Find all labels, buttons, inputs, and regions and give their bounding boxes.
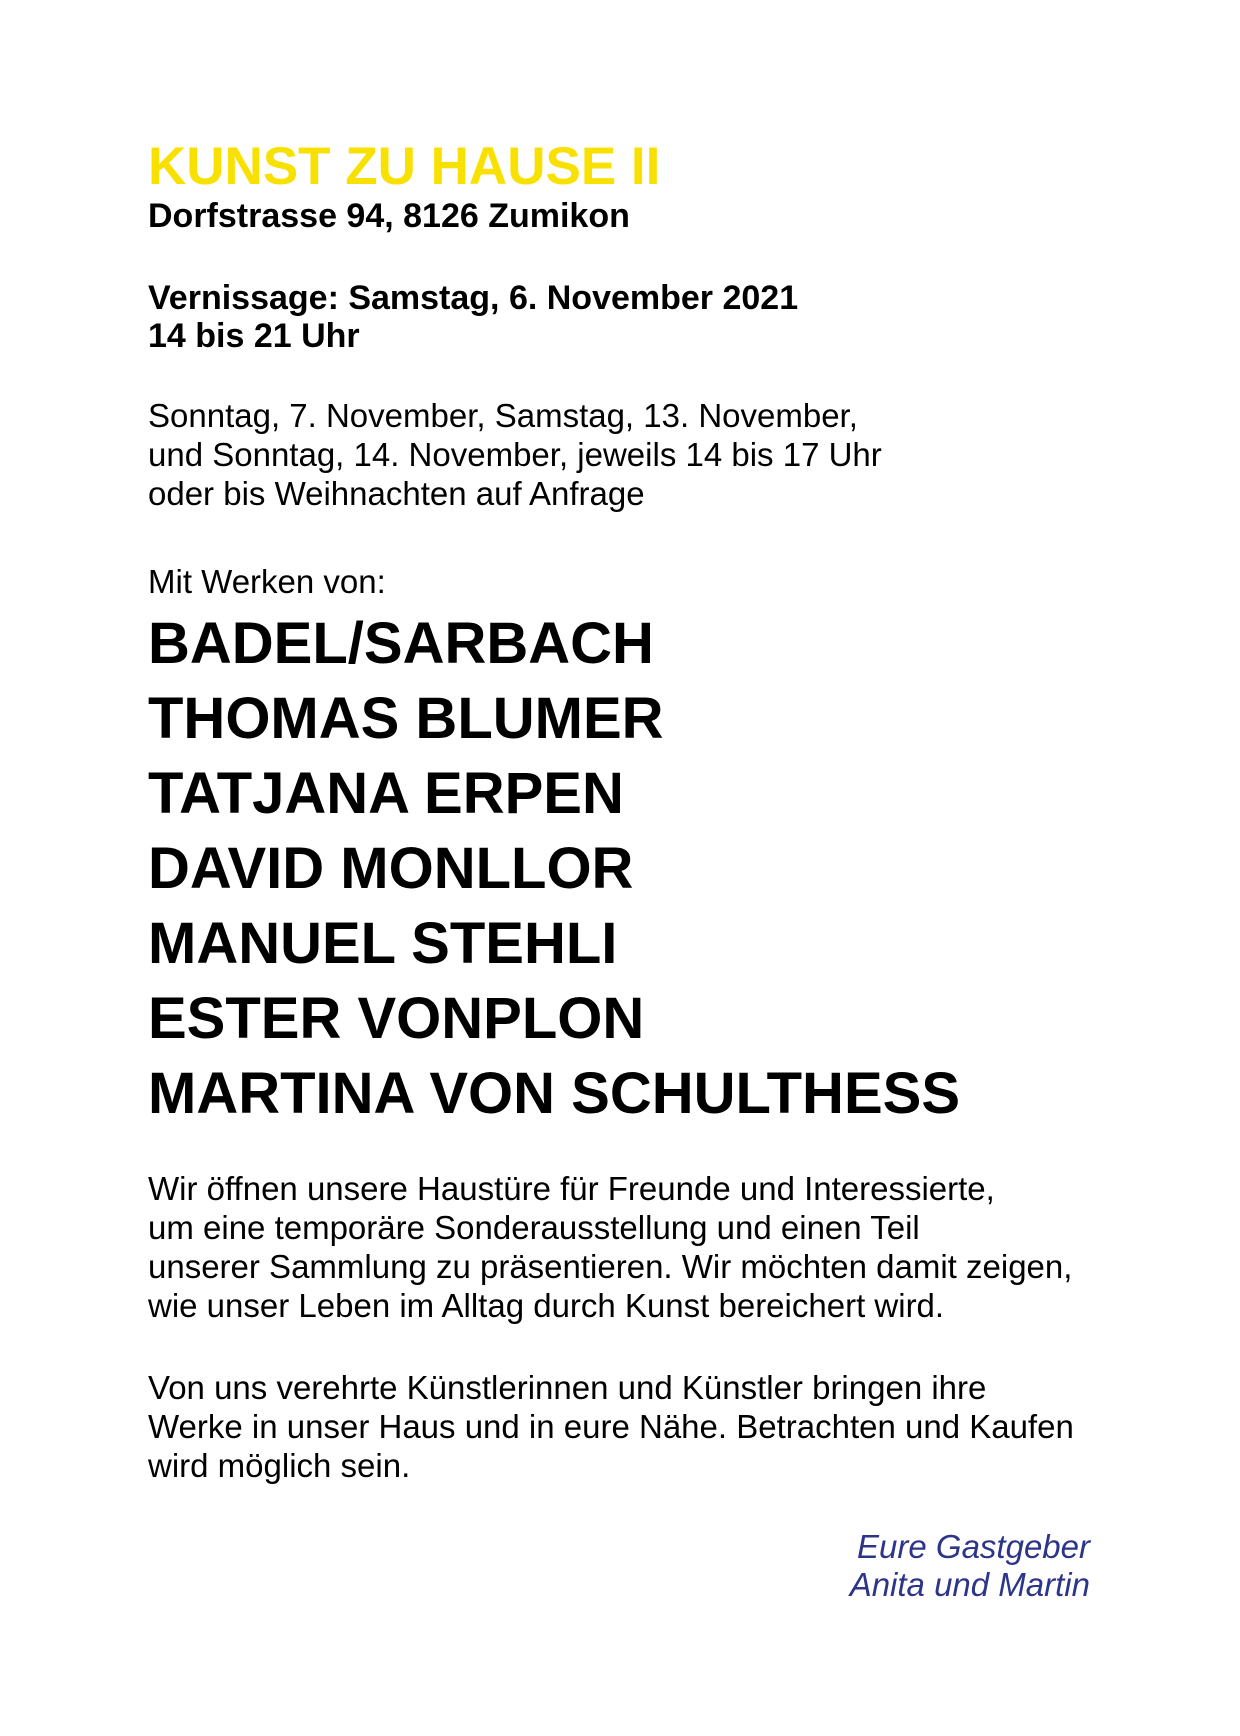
description-line: unserer Sammlung zu präsentieren. Wir möchten damit zeigen, <box>148 1248 1073 1285</box>
artist-name: ESTER VONPLON <box>148 986 645 1051</box>
invitation-line: Werke in unser Haus und in eure Nähe. Betrachten und Kaufen <box>148 1408 1074 1445</box>
invitation-paragraph <box>148 1368 1074 1485</box>
description-paragraph <box>148 1169 1072 1325</box>
signature-hosts-line: Eure Gastgeber <box>857 1528 1090 1565</box>
invitation-line: wird möglich sein. <box>148 1447 411 1484</box>
artist-name: MANUEL STEHLI <box>148 911 618 976</box>
description-line: um eine temporäre Sonderausstellung und einen Teil <box>148 1209 920 1246</box>
works-intro-line: Mit Werken von: <box>148 563 386 600</box>
signature-block <box>148 1528 1090 1604</box>
vernissage-date-line: Vernissage: Samstag, 6. November 2021 <box>148 279 799 317</box>
address-line: Dorfstrasse 94, 8126 Zumikon <box>148 197 630 235</box>
artist-name: DAVID MONLLOR <box>148 836 634 901</box>
description-line: wie unser Leben im Alltag durch Kunst bereichert wird. <box>148 1287 945 1324</box>
open-days-line: oder bis Weihnachten auf Anfrage <box>148 475 645 512</box>
vernissage-block <box>148 279 798 355</box>
open-days-block <box>148 396 882 513</box>
exhibition-title: KUNST ZU HAUSE II <box>148 137 661 196</box>
vernissage-time-line: 14 bis 21 Uhr <box>148 317 360 355</box>
artist-name: BADEL/SARBACH <box>148 611 654 676</box>
artist-name: THOMAS BLUMER <box>148 686 664 751</box>
open-days-line: und Sonntag, 14. November, jeweils 14 bis 17 Uhr <box>148 436 882 473</box>
artist-name: TATJANA ERPEN <box>148 761 624 826</box>
artist-name: MARTINA VON SCHULTHESS <box>148 1061 960 1126</box>
open-days-line: Sonntag, 7. November, Samstag, 13. November, <box>148 397 858 434</box>
artist-list <box>148 606 960 1131</box>
signature-names-line: Anita und Martin <box>849 1566 1090 1603</box>
description-line: Wir öffnen unsere Haustüre für Freunde und Interessierte, <box>148 1170 995 1207</box>
invitation-line: Von uns verehrte Künstlerinnen und Künstler bringen ihre <box>148 1369 987 1406</box>
